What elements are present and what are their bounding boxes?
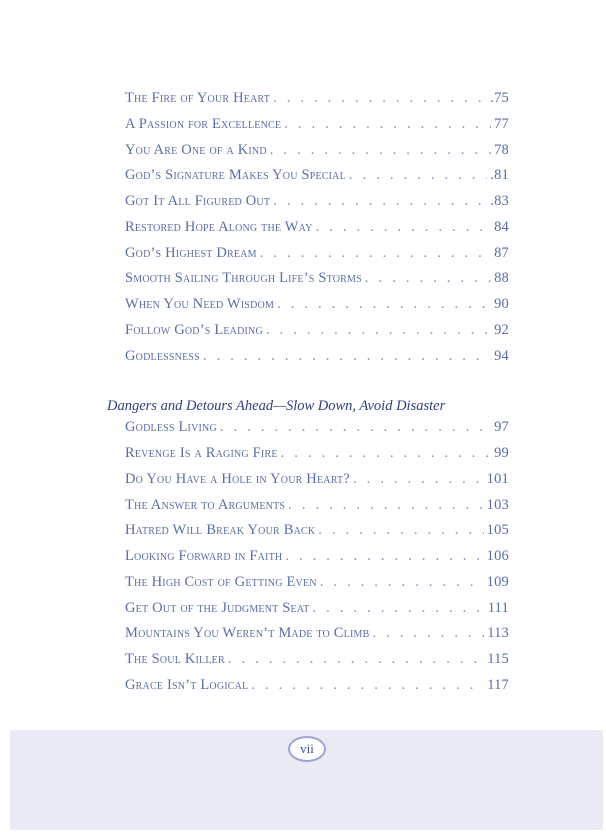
toc-entry-title: God’s Highest Dream xyxy=(125,245,257,261)
toc-entry-title: Got It All Figured Out xyxy=(125,193,271,209)
toc-entry[interactable] xyxy=(125,193,509,215)
dot-leader xyxy=(285,548,483,565)
dot-leader xyxy=(349,167,487,184)
toc-entry[interactable] xyxy=(125,419,509,441)
toc-entry-title: Godless Living xyxy=(125,419,217,435)
page-number: vii xyxy=(300,741,314,756)
toc-entry[interactable] xyxy=(125,574,509,596)
toc-entry[interactable] xyxy=(125,142,509,164)
dot-leader xyxy=(270,142,491,159)
toc-entry[interactable] xyxy=(125,322,509,344)
toc-entry-page: 99 xyxy=(494,445,509,461)
toc-entry-title: Godlessness xyxy=(125,348,200,364)
toc-entry[interactable] xyxy=(125,445,509,467)
dot-leader xyxy=(284,116,491,133)
toc-entry[interactable] xyxy=(125,245,509,267)
toc-entry-title: Do You Have a Hole in Your Heart? xyxy=(125,471,350,487)
toc-entry-title: Mountains You Weren’t Made to Climb xyxy=(125,625,370,641)
dot-leader xyxy=(372,625,484,642)
toc-entry[interactable] xyxy=(125,651,509,673)
toc-entry-title: The Answer to Arguments xyxy=(125,497,286,513)
toc-entry-page: 77 xyxy=(494,116,509,132)
dot-leader xyxy=(203,348,491,365)
toc-entry-title: The Fire of Your Heart xyxy=(125,90,271,106)
toc-entry-page: 117 xyxy=(487,677,509,693)
toc-entry-title: Restored Hope Along the Way xyxy=(125,219,313,235)
toc-entry-page: 101 xyxy=(486,471,509,487)
toc-entry[interactable] xyxy=(125,348,509,370)
dot-leader xyxy=(353,471,484,488)
dot-leader xyxy=(260,245,491,262)
dot-leader xyxy=(318,522,483,539)
toc-entry[interactable] xyxy=(125,522,509,544)
toc-entry-page: 87 xyxy=(494,245,509,261)
toc-entry[interactable] xyxy=(125,600,509,622)
toc-entry[interactable] xyxy=(125,625,509,647)
toc-entry-title: Smooth Sailing Through Life’s Storms xyxy=(125,270,362,286)
toc-entry-page: 106 xyxy=(486,548,509,564)
toc-entry[interactable] xyxy=(125,116,509,138)
toc-entry-page: 111 xyxy=(487,600,509,616)
toc-entry-page: 78 xyxy=(494,142,509,158)
section-heading: Dangers and Detours Ahead—Slow Down, Avoid Disaster xyxy=(107,398,446,414)
toc-entry-title: A Passion for Excellence xyxy=(125,116,282,132)
toc-entry-title: The Soul Killer xyxy=(125,651,225,667)
toc-entry[interactable] xyxy=(125,270,509,292)
toc-entry-title: When You Need Wisdom xyxy=(125,296,275,312)
toc-entry-title: God’s Signature Makes You Special xyxy=(125,167,346,183)
toc-entry-page: 113 xyxy=(487,625,509,641)
toc-entry-title: You Are One of a Kind xyxy=(125,142,267,158)
toc-entry[interactable] xyxy=(125,497,509,519)
dot-leader xyxy=(288,497,483,514)
dot-leader xyxy=(228,651,484,668)
toc-entry-page: 94 xyxy=(494,348,509,364)
dot-leader xyxy=(220,419,491,436)
dot-leader xyxy=(273,193,487,210)
dot-leader xyxy=(312,600,484,617)
dot-leader xyxy=(273,90,487,107)
toc-entry[interactable] xyxy=(125,548,509,570)
toc-entry[interactable] xyxy=(125,677,509,699)
toc-entry-title: Revenge Is a Raging Fire xyxy=(125,445,278,461)
toc-entry-page: .81 xyxy=(490,167,509,183)
toc-entry-page: 105 xyxy=(486,522,509,538)
toc-entry-title: Hatred Will Break Your Back xyxy=(125,522,316,538)
toc-entry-page: .83 xyxy=(490,193,509,209)
toc-entry-title: Looking Forward in Faith xyxy=(125,548,283,564)
dot-leader xyxy=(316,219,492,236)
toc-entry[interactable] xyxy=(125,296,509,318)
toc-entry[interactable] xyxy=(125,167,509,189)
toc-entry-page: .75 xyxy=(490,90,509,106)
toc-entry[interactable] xyxy=(125,90,509,112)
toc-entry-title: Get Out of the Judgment Seat xyxy=(125,600,310,616)
toc-entry-page: 90 xyxy=(494,296,509,312)
toc-entry-page: 88 xyxy=(494,270,509,286)
dot-leader xyxy=(365,270,491,287)
toc-entry-title: The High Cost of Getting Even xyxy=(125,574,317,590)
dot-leader xyxy=(277,296,491,313)
toc-entry[interactable] xyxy=(125,471,509,493)
toc-entry-page: 109 xyxy=(486,574,509,590)
dot-leader xyxy=(251,677,484,694)
dot-leader xyxy=(266,322,491,339)
dot-leader xyxy=(320,574,484,591)
dot-leader xyxy=(281,445,491,462)
toc-entry-page: 103 xyxy=(486,497,509,513)
toc-entry[interactable] xyxy=(125,219,509,241)
toc-entry-page: 97 xyxy=(494,419,509,435)
page-number-badge xyxy=(288,736,326,762)
toc-entry-page: 115 xyxy=(487,651,509,667)
toc-entry-page: 84 xyxy=(494,219,509,235)
toc-entry-page: 92 xyxy=(494,322,509,338)
toc-entry-title: Grace Isn’t Logical xyxy=(125,677,249,693)
toc-entry-title: Follow God’s Leading xyxy=(125,322,263,338)
